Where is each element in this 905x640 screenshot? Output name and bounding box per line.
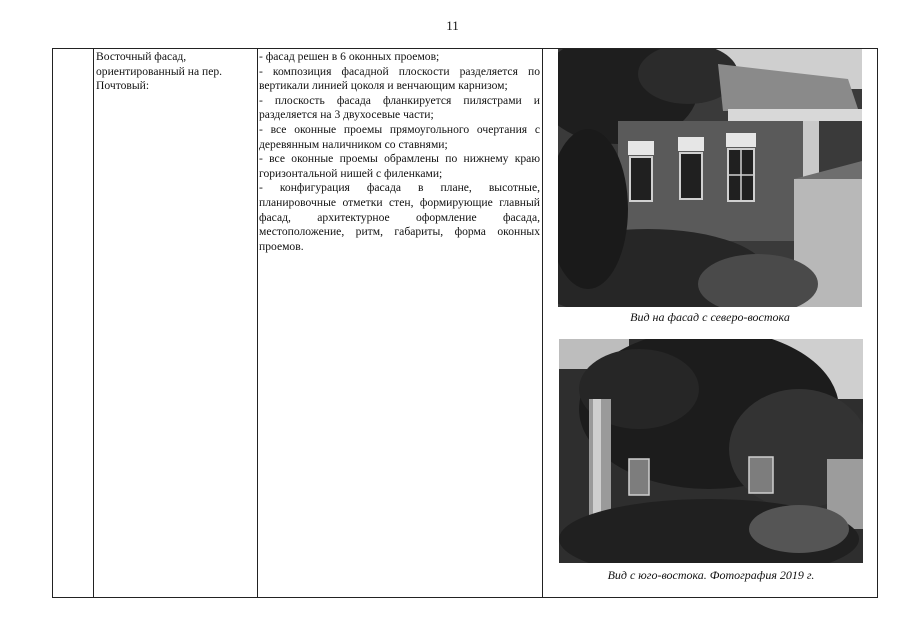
table-left-border — [52, 48, 53, 598]
photo-caption: Вид на фасад с северо-востока — [630, 310, 790, 324]
feature-item: - конфигурация фасада в плане, высотные, планировочные отметки стен, формирующие главный фасад, архитектурное оформление фасада, местоположение, ритм, габариты, форма оконных проемов. — [259, 181, 540, 253]
trees-house-photo-icon — [559, 339, 863, 563]
facade-title-line: ориентированный на пер. — [96, 64, 223, 78]
feature-item: - все оконные проемы прямоугольного очертания с деревянным наличником со ставнями; — [259, 122, 540, 151]
feature-item: - все оконные проемы обрамлены по нижнему краю горизонтальной нишей с филенками; — [259, 152, 540, 180]
facade-title-cell — [96, 50, 256, 94]
feature-item: - фасад решен в 6 оконных проемов; — [259, 50, 440, 63]
house-facade-photo-icon — [558, 49, 862, 307]
column-divider-1 — [93, 48, 94, 598]
page-number: 11 — [446, 18, 459, 33]
feature-item: - композиция фасадной плоскости разделяется по вертикали линией цоколя и венчающим карнизом; — [259, 64, 540, 93]
feature-item: - плоскость фасада фланкируется пилястрами и разделяется на 3 двухосевые части; — [259, 93, 540, 122]
table-bottom-border — [52, 597, 878, 598]
facade-table — [52, 48, 878, 598]
column-divider-3 — [542, 48, 543, 598]
facade-title-line: Восточный фасад, — [96, 50, 187, 63]
facade-title-line: Почтовый: — [96, 79, 150, 93]
features-cell — [259, 50, 540, 254]
column-divider-2 — [257, 48, 258, 598]
photo-caption: Вид с юго-востока. Фотография 2019 г. — [607, 568, 815, 582]
table-right-border — [877, 48, 878, 598]
